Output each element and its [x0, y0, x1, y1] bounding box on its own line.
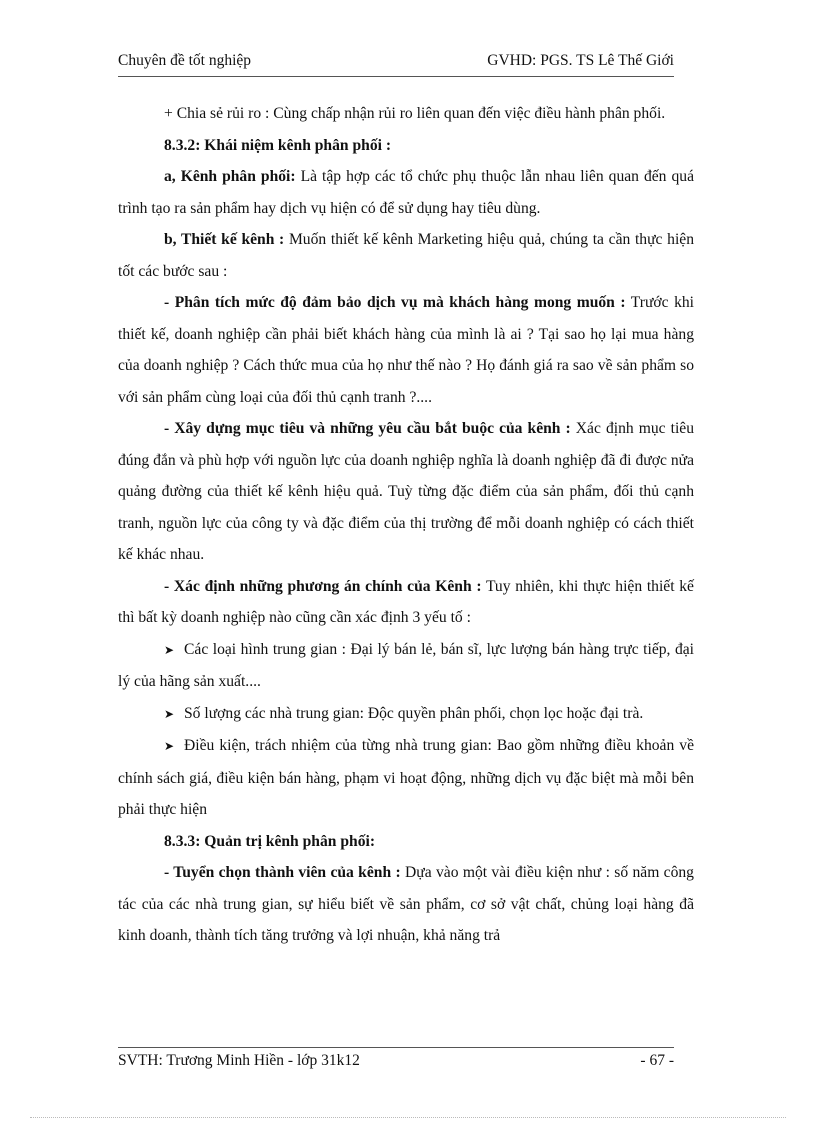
paragraph-lead: - Phân tích mức độ đảm bảo dịch vụ mà khách hàng mong muốn :	[164, 294, 626, 311]
paragraph-member-selection	[118, 857, 694, 952]
page-number: - 67 -	[640, 1052, 674, 1069]
page-header	[118, 52, 674, 72]
header-divider	[118, 76, 674, 77]
paragraph-risk-sharing: + Chia sẻ rủi ro : Cùng chấp nhận rủi ro liên quan đến việc điều hành phân phối.	[164, 105, 666, 122]
paragraph-lead: - Tuyển chọn thành viên của kênh :	[164, 864, 401, 881]
footer-author: SVTH: Trương Minh Hiền - lớp 31k12	[118, 1052, 360, 1069]
paragraph-channel-design	[118, 224, 694, 287]
arrowhead-bullet-icon: ➤	[164, 706, 175, 721]
arrowhead-bullet-icon: ➤	[164, 642, 175, 657]
bullet-text: Số lượng các nhà trung gian: Độc quyền phân phối, chọn lọc hoặc đại trà.	[184, 704, 644, 722]
footer-divider	[118, 1047, 674, 1048]
paragraph-text: Muốn thiết kế kênh Marketing hiệu quả, chúng ta cần thực hiện tốt các bước sau :	[118, 231, 694, 280]
bullet-text: Điều kiện, trách nhiệm của từng nhà trung gian: Bao gồm những điều khoản về chính sách giá, điều kiện bán hàng, phạm vi hoạt động, những dịch vụ đặc biệt mà mỗi bên phải thực hiện	[118, 737, 694, 818]
paragraph-lead: b, Thiết kế kênh :	[164, 231, 285, 248]
bullet-item	[118, 634, 694, 698]
paragraph-objectives	[118, 413, 694, 571]
paragraph-text: Là tập hợp các tổ chức phụ thuộc lẫn nhau liên quan đến quá trình tạo ra sản phẩm hay dịch vụ hiện có để sử dụng hay tiêu dùng.	[118, 168, 694, 217]
paragraph-channel-options	[118, 571, 694, 634]
header-supervisor: GVHD: PGS. TS Lê Thế Giới	[487, 52, 674, 69]
page-body	[118, 98, 694, 952]
section-heading-832	[118, 130, 694, 162]
bullet-text: Các loại hình trung gian : Đại lý bán lẻ, bán sĩ, lực lượng bán hàng trực tiếp, đại lý của hãng sản xuất....	[118, 640, 694, 690]
paragraph-channel-definition	[118, 161, 694, 224]
arrowhead-bullet-icon: ➤	[164, 739, 175, 753]
page-footer	[118, 1052, 674, 1074]
page-edge	[30, 1117, 786, 1118]
paragraph-lead: a, Kênh phân phối:	[164, 168, 296, 185]
bullet-item	[118, 730, 694, 826]
section-heading-text: 8.3.3: Quản trị kênh phân phối:	[164, 832, 376, 850]
paragraph-text: Xác định mục tiêu đúng đắn và phù hợp với nguồn lực của doanh nghiệp nghĩa là doanh nghiệp đã đi được nửa quảng đường của thiết kế kênh hiệu quả. Tuỳ từng đặc điểm của sản phẩm, đối thủ cạnh tranh, nguồn lực của công ty và đặc điểm của thị trường để mỗi doanh nghiệp có cách thiết kế khác nhau.	[118, 420, 694, 563]
paragraph-lead: - Xác định những phương án chính của Kênh :	[164, 577, 482, 595]
section-heading-833	[118, 826, 694, 858]
paragraph-lead: - Xây dựng mục tiêu và những yêu cầu bắt buộc của kênh :	[164, 420, 571, 437]
section-heading-text: 8.3.2: Khái niệm kênh phân phối :	[164, 136, 392, 154]
header-thesis-title: Chuyên đề tốt nghiệp	[118, 52, 252, 69]
bullet-item	[118, 698, 694, 731]
paragraph-text: Tuy nhiên, khi thực hiện thiết kế thì bất kỳ doanh nghiệp nào cũng cần xác định 3 yếu tố :	[118, 577, 694, 626]
paragraph-text: Trước khi thiết kế, doanh nghiệp cần phải biết khách hàng của mình là ai ? Tại sao họ lại mua hàng của doanh nghiệp ? Cách thức mua của họ như thế nào ? Họ đánh giá ra sao về sản phẩm so với sản phẩm cùng loại của đối thủ cạnh tranh ?....	[118, 294, 694, 406]
paragraph-text: Dựa vào một vài điều kiện như : số năm công tác của các nhà trung gian, sự hiểu biết về sản phẩm, cơ sở vật chất, chủng loại hàng đã kinh doanh, thành tích tăng trưởng và lợi nhuận, khả năng trả	[118, 864, 694, 944]
paragraph-service-analysis	[118, 287, 694, 413]
